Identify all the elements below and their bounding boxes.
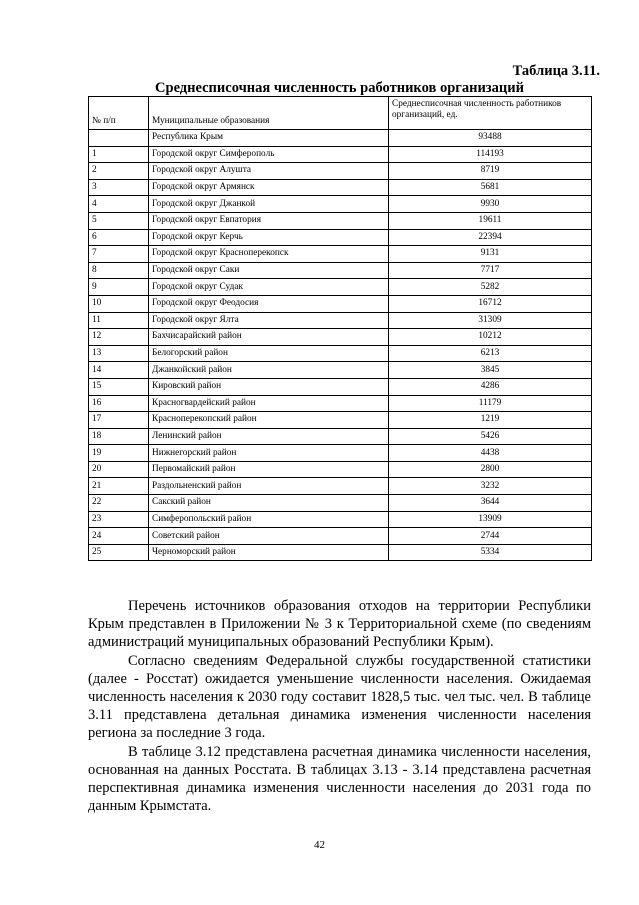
- data-table: [88, 96, 592, 561]
- page-number: 42: [314, 839, 325, 851]
- cell-workers: 3232: [389, 478, 592, 495]
- cell-workers: 3845: [389, 362, 592, 379]
- cell-municipality: Городской округ Евпатория: [149, 212, 389, 229]
- table-row: [89, 461, 592, 478]
- cell-number: 11: [89, 312, 149, 329]
- cell-workers: 93488: [389, 130, 592, 147]
- cell-number: 16: [89, 395, 149, 412]
- cell-number: 24: [89, 528, 149, 545]
- cell-workers: 6213: [389, 345, 592, 362]
- cell-workers: 5681: [389, 179, 592, 196]
- cell-municipality: Городской округ Саки: [149, 262, 389, 279]
- cell-workers: 4286: [389, 378, 592, 395]
- cell-municipality: Городской округ Ялта: [149, 312, 389, 329]
- cell-municipality: Нижнегорский район: [149, 445, 389, 462]
- cell-number: 17: [89, 412, 149, 429]
- table-row: [89, 378, 592, 395]
- cell-number: 5: [89, 212, 149, 229]
- cell-municipality: Городской округ Керчь: [149, 229, 389, 246]
- cell-number: 18: [89, 428, 149, 445]
- table-row: [89, 246, 592, 263]
- table-row: [89, 196, 592, 213]
- cell-number: 14: [89, 362, 149, 379]
- table-body: [89, 130, 592, 561]
- cell-municipality: Городской округ Феодосия: [149, 295, 389, 312]
- table-row: [89, 412, 592, 429]
- cell-municipality: Городской округ Красноперекопск: [149, 246, 389, 263]
- table-row: [89, 395, 592, 412]
- cell-number: 20: [89, 461, 149, 478]
- table-row: [89, 295, 592, 312]
- cell-number: 2: [89, 163, 149, 180]
- cell-number: 12: [89, 329, 149, 346]
- cell-municipality: Красноперекопский район: [149, 412, 389, 429]
- cell-number: 23: [89, 511, 149, 528]
- cell-workers: 8719: [389, 163, 592, 180]
- cell-number: [89, 130, 149, 147]
- cell-workers: 2800: [389, 461, 592, 478]
- cell-number: 22: [89, 495, 149, 512]
- cell-workers: 5426: [389, 428, 592, 445]
- cell-municipality: Кировский район: [149, 378, 389, 395]
- cell-workers: 9930: [389, 196, 592, 213]
- table-row: [89, 495, 592, 512]
- cell-municipality: Городской округ Симферополь: [149, 146, 389, 163]
- table-row: [89, 279, 592, 296]
- cell-workers: 114193: [389, 146, 592, 163]
- cell-workers: 4438: [389, 445, 592, 462]
- table-row: [89, 345, 592, 362]
- cell-number: 7: [89, 246, 149, 263]
- table-row: [89, 478, 592, 495]
- cell-municipality: Сакский район: [149, 495, 389, 512]
- cell-number: 1: [89, 146, 149, 163]
- table-row: [89, 445, 592, 462]
- cell-municipality: Бахчисарайский район: [149, 329, 389, 346]
- table-row: [89, 362, 592, 379]
- cell-municipality: Раздольненский район: [149, 478, 389, 495]
- cell-workers: 31309: [389, 312, 592, 329]
- cell-number: 15: [89, 378, 149, 395]
- table-header-row: [89, 97, 592, 130]
- table-row: [89, 544, 592, 561]
- cell-municipality: Советский район: [149, 528, 389, 545]
- cell-number: 25: [89, 544, 149, 561]
- table-row: [89, 312, 592, 329]
- cell-municipality: Первомайский район: [149, 461, 389, 478]
- table-row: [89, 262, 592, 279]
- cell-number: 9: [89, 279, 149, 296]
- cell-municipality: Черноморский район: [149, 544, 389, 561]
- cell-workers: 2744: [389, 528, 592, 545]
- cell-number: 10: [89, 295, 149, 312]
- cell-municipality: Городской округ Армянск: [149, 179, 389, 196]
- cell-number: 6: [89, 229, 149, 246]
- table-number: Таблица 3.11.: [512, 63, 600, 79]
- cell-municipality: Республика Крым: [149, 130, 389, 147]
- cell-workers: 5282: [389, 279, 592, 296]
- table-row: [89, 511, 592, 528]
- cell-workers: 16712: [389, 295, 592, 312]
- paragraph: Согласно сведениям Федеральной службы государственной статистики (далее - Росстат) ожидается уменьшение численности населения. Ожидаемая численность населения к 2030 году составит 1828,5 тыс. чел тыс. чел. В таблице 3.11 представлена детальная динамика изменения численности населения региона за последние 3 года.: [88, 652, 591, 742]
- cell-number: 3: [89, 179, 149, 196]
- table-row: [89, 329, 592, 346]
- cell-number: 21: [89, 478, 149, 495]
- cell-municipality: Красногвардейский район: [149, 395, 389, 412]
- cell-workers: 1219: [389, 412, 592, 429]
- cell-municipality: Симферопольский район: [149, 511, 389, 528]
- table-row: [89, 163, 592, 180]
- column-header-municipality: Муниципальные образования: [149, 97, 389, 130]
- cell-municipality: Ленинский район: [149, 428, 389, 445]
- cell-municipality: Городской округ Алушта: [149, 163, 389, 180]
- body-text: [88, 597, 591, 815]
- cell-workers: 9131: [389, 246, 592, 263]
- table-row: [89, 229, 592, 246]
- cell-workers: 13909: [389, 511, 592, 528]
- paragraph: В таблице 3.12 представлена расчетная динамика численности населения, основанная на данных Росстата. В таблицах 3.13 - 3.14 представлена расчетная перспективная динамика изменения численности населения до 2031 года по данным Крымстата.: [88, 743, 591, 815]
- cell-number: 8: [89, 262, 149, 279]
- cell-number: 4: [89, 196, 149, 213]
- cell-workers: 22394: [389, 229, 592, 246]
- table-row: [89, 179, 592, 196]
- table-row: [89, 130, 592, 147]
- column-header-number: № п/п: [89, 97, 149, 130]
- cell-municipality: Городской округ Судак: [149, 279, 389, 296]
- table-title: Среднесписочная численность работников организаций: [155, 80, 524, 96]
- cell-workers: 19611: [389, 212, 592, 229]
- cell-municipality: Городской округ Джанкой: [149, 196, 389, 213]
- cell-municipality: Джанкойский район: [149, 362, 389, 379]
- cell-workers: 11179: [389, 395, 592, 412]
- cell-workers: 5334: [389, 544, 592, 561]
- table-row: [89, 428, 592, 445]
- cell-workers: 10212: [389, 329, 592, 346]
- cell-number: 19: [89, 445, 149, 462]
- cell-municipality: Белогорский район: [149, 345, 389, 362]
- cell-number: 13: [89, 345, 149, 362]
- table-row: [89, 212, 592, 229]
- cell-workers: 7717: [389, 262, 592, 279]
- table-row: [89, 528, 592, 545]
- column-header-workers: Среднесписочная численность работников организаций, ед.: [389, 97, 592, 130]
- cell-workers: 3644: [389, 495, 592, 512]
- table-row: [89, 146, 592, 163]
- paragraph: Перечень источников образования отходов на территории Республики Крым представлен в Приложении № 3 к Территориальной схеме (по сведениям администраций муниципальных образований Республики Крым).: [88, 598, 591, 651]
